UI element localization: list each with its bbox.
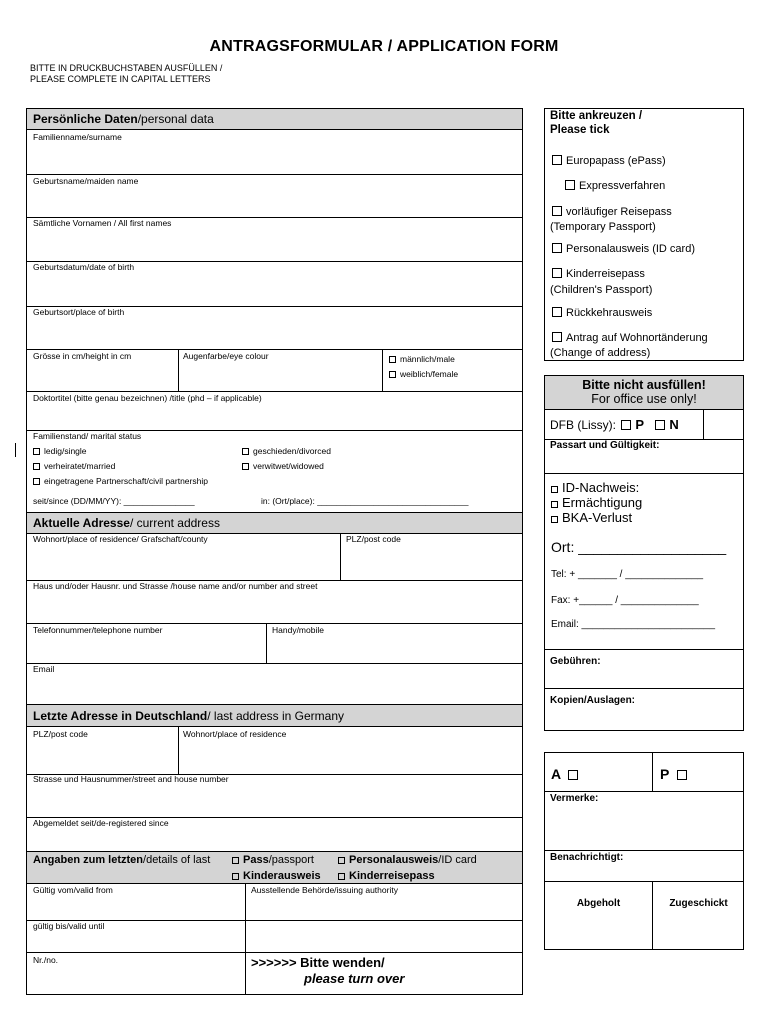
office-heading-1: Bitte nicht ausfüllen! xyxy=(582,378,706,392)
divorced-label: geschieden/divorced xyxy=(253,446,331,456)
office-ort-field[interactable]: Ort: ___________________ xyxy=(551,539,727,555)
passport-checkbox[interactable] xyxy=(232,857,239,864)
passport-label-bold: Pass xyxy=(243,854,269,866)
office-status-panel xyxy=(544,752,744,950)
child-passport-checkbox[interactable] xyxy=(552,268,562,278)
last-residence-field[interactable]: Wohnort/place of residence xyxy=(183,729,287,739)
section-personal-heading-rest: /personal data xyxy=(137,112,214,126)
kinderreisepass-checkbox[interactable] xyxy=(338,873,345,880)
change-address-checkbox[interactable] xyxy=(552,332,562,342)
documents-heading xyxy=(33,854,210,866)
female-checkbox[interactable] xyxy=(389,371,396,378)
id-card-option[interactable] xyxy=(338,854,477,866)
eye-colour-field[interactable]: Augenfarbe/eye colour xyxy=(183,351,269,361)
marital-married-option[interactable] xyxy=(33,461,115,471)
male-checkbox[interactable] xyxy=(389,356,396,363)
surname-field[interactable]: Familienname/surname xyxy=(33,132,122,142)
partnership-checkbox[interactable] xyxy=(33,478,40,485)
tick-box-panel xyxy=(544,108,744,361)
collected-label: Abgeholt xyxy=(576,898,621,909)
document-number-field[interactable]: Nr./no. xyxy=(33,955,59,965)
status-p-checkbox[interactable] xyxy=(677,770,687,780)
place-of-birth-field[interactable]: Geburtsort/place of birth xyxy=(33,307,125,317)
dfb-n-label: N xyxy=(669,417,679,432)
main-form xyxy=(26,108,523,995)
status-p-label: P xyxy=(660,766,670,782)
return-document-label: Rückkehrausweis xyxy=(566,307,653,319)
marital-single-option[interactable] xyxy=(33,446,87,456)
child-passport-option[interactable] xyxy=(552,268,645,281)
since-date-field[interactable]: seit/since (DD/MM/YY): _______________ xyxy=(33,496,195,506)
widowed-label: verwitwet/widowed xyxy=(253,461,324,471)
marital-status-label: Familienstand/ marital status xyxy=(33,431,142,441)
temporary-passport-label: vorläufiger Reisepass xyxy=(566,206,672,218)
current-address-heading-rest: / current address xyxy=(129,516,220,530)
office-tel-field[interactable]: Tel: + _______ / ______________ xyxy=(551,569,704,580)
last-address-heading-bold: Letzte Adresse in Deutschland xyxy=(33,709,208,723)
widowed-checkbox[interactable] xyxy=(242,463,249,470)
turn-over-line-2: please turn over xyxy=(304,971,405,986)
section-last-address xyxy=(27,704,522,727)
return-document-option[interactable] xyxy=(552,307,652,320)
height-field[interactable]: Grösse in cm/height in cm xyxy=(33,351,132,361)
email-field[interactable]: Email xyxy=(33,664,55,674)
temporary-passport-option[interactable] xyxy=(552,206,672,219)
passart-label: Passart und Gültigkeit: xyxy=(550,440,660,451)
last-street-field[interactable]: Strasse und Hausnummer/street and house number xyxy=(33,774,229,784)
bka-option[interactable] xyxy=(551,510,642,525)
id-nachweis-checkbox[interactable] xyxy=(551,486,558,493)
dfb-p-label: P xyxy=(635,417,645,432)
tick-heading-1: Bitte ankreuzen / xyxy=(550,110,643,122)
kinderreisepass-label: Kinderreisepass xyxy=(349,870,435,882)
dfb-label: DFB (Lissy): xyxy=(550,418,616,432)
sent-label: Zugeschickt xyxy=(669,898,728,909)
bka-checkbox[interactable] xyxy=(551,516,558,523)
id-card-tick-option[interactable] xyxy=(552,243,695,256)
gender-female-option[interactable] xyxy=(389,369,458,379)
dfb-p-checkbox[interactable] xyxy=(621,420,631,430)
id-card-tick-label: Personalausweis (ID card) xyxy=(566,243,695,255)
fees-label: Gebühren: xyxy=(550,656,601,667)
documents-heading-bold: Angaben zum letzten xyxy=(33,854,144,866)
change-address-label: Antrag auf Wohnortänderung xyxy=(566,332,708,344)
passport-label-rest: /passport xyxy=(268,854,314,866)
instruction-line-1: BITTE IN DRUCKBUCHSTABEN AUSFÜLLEN / xyxy=(30,63,223,73)
current-address-heading-bold: Aktuelle Adresse xyxy=(33,516,130,530)
notified-label: Benachrichtigt: xyxy=(550,852,624,863)
europapass-checkbox[interactable] xyxy=(552,155,562,165)
office-heading xyxy=(545,376,743,410)
status-a[interactable] xyxy=(551,766,582,782)
section-personal-heading-bold: Persönliche Daten xyxy=(33,112,138,126)
valid-from-field[interactable]: Gültig vom/valid from xyxy=(33,885,113,895)
dfb-n-checkbox[interactable] xyxy=(655,420,665,430)
text-cursor xyxy=(15,443,16,457)
issuing-authority-field[interactable]: Ausstellende Behörde/issuing authority xyxy=(251,885,398,895)
kinderreisepass-option[interactable] xyxy=(338,870,435,882)
kinderausweis-label: Kinderausweis xyxy=(243,870,321,882)
partnership-label: eingetragene Partnerschaft/civil partnership xyxy=(44,476,208,486)
status-a-label: A xyxy=(551,766,561,782)
kinderausweis-option[interactable] xyxy=(232,870,321,882)
ermaechtigung-checkbox[interactable] xyxy=(551,501,558,508)
last-address-heading-rest: / last address in Germany xyxy=(207,709,344,723)
passport-option[interactable] xyxy=(232,854,314,866)
office-heading-2: For office use only! xyxy=(591,392,697,406)
marital-divorced-option[interactable] xyxy=(242,446,331,456)
deregistered-field[interactable]: Abgemeldet seit/de-registered since xyxy=(33,818,169,828)
office-fax-field[interactable]: Fax: +______ / ______________ xyxy=(551,595,699,606)
change-address-option[interactable] xyxy=(552,332,708,345)
section-current-address xyxy=(27,512,522,534)
kinderausweis-checkbox[interactable] xyxy=(232,873,239,880)
house-street-field[interactable]: Haus und/oder Hausnr. und Strasse /house name and/or number and street xyxy=(33,581,318,591)
id-card-checkbox[interactable] xyxy=(338,857,345,864)
title-field[interactable]: Doktortitel (bitte genau bezeichnen) /title (phd – if applicable) xyxy=(33,393,262,403)
status-a-checkbox[interactable] xyxy=(568,770,578,780)
turn-over-line-1: >>>>>> Bitte wenden/ xyxy=(251,955,385,970)
ermaechtigung-option[interactable] xyxy=(551,495,642,510)
last-postcode-field[interactable]: PLZ/post code xyxy=(33,729,88,739)
documents-heading-rest: /details of last xyxy=(143,854,211,866)
married-label: verheiratet/married xyxy=(44,461,116,471)
express-label: Expressverfahren xyxy=(579,180,666,192)
id-nachweis-label: ID-Nachweis: xyxy=(562,480,640,495)
single-checkbox[interactable] xyxy=(33,448,40,455)
child-passport-label-en: (Children's Passport) xyxy=(550,284,653,296)
child-passport-label: Kinderreisepass xyxy=(566,268,645,280)
female-label: weiblich/female xyxy=(400,369,459,379)
section-personal-data xyxy=(27,109,522,130)
temporary-passport-checkbox[interactable] xyxy=(552,206,562,216)
dfb-row xyxy=(550,417,679,432)
ermaechtigung-label: Ermächtigung xyxy=(562,495,643,510)
date-of-birth-field[interactable]: Geburtsdatum/date of birth xyxy=(33,262,135,272)
gender-male-option[interactable] xyxy=(389,354,455,364)
id-card-label-bold: Personalausweis xyxy=(349,854,439,866)
office-email-field[interactable]: Email: ________________________ xyxy=(551,619,716,630)
form-title: ANTRAGSFORMULAR / APPLICATION FORM xyxy=(209,38,559,55)
married-checkbox[interactable] xyxy=(33,463,40,470)
residence-field[interactable]: Wohnort/place of residence/ Grafschaft/county xyxy=(33,534,208,544)
office-use-panel xyxy=(544,375,744,731)
male-label: männlich/male xyxy=(400,354,455,364)
office-checklist xyxy=(551,480,642,525)
id-nachweis-option[interactable] xyxy=(551,480,642,495)
instructions xyxy=(30,63,222,85)
section-last-documents xyxy=(27,851,522,884)
since-place-field[interactable]: in: (Ort/place): ________________________________ xyxy=(261,496,469,506)
first-names-field[interactable]: Sämtliche Vornamen / All first names xyxy=(33,218,172,228)
marital-partnership-option[interactable] xyxy=(33,476,208,486)
express-checkbox[interactable] xyxy=(565,180,575,190)
mobile-field[interactable]: Handy/mobile xyxy=(272,625,324,635)
europapass-option[interactable] xyxy=(552,155,666,168)
instruction-line-2: PLEASE COMPLETE IN CAPITAL LETTERS xyxy=(30,74,211,84)
id-card-tick-checkbox[interactable] xyxy=(552,243,562,253)
remarks-label: Vermerke: xyxy=(550,793,599,804)
change-address-label-en: (Change of address) xyxy=(550,347,651,359)
tick-heading-2: Please tick xyxy=(550,124,610,136)
copies-label: Kopien/Auslagen: xyxy=(550,695,636,706)
temporary-passport-label-en: (Temporary Passport) xyxy=(550,221,656,233)
bka-label: BKA-Verlust xyxy=(562,510,633,525)
maiden-name-field[interactable]: Geburtsname/maiden name xyxy=(33,176,139,186)
id-card-label-rest: /ID card xyxy=(438,854,477,866)
single-label: ledig/single xyxy=(44,446,87,456)
marital-widowed-option[interactable] xyxy=(242,461,324,471)
europapass-label: Europapass (ePass) xyxy=(566,155,666,167)
express-option[interactable] xyxy=(565,180,665,193)
return-document-checkbox[interactable] xyxy=(552,307,562,317)
valid-until-field[interactable]: gültig bis/valid until xyxy=(33,921,105,931)
postcode-field[interactable]: PLZ/post code xyxy=(346,534,401,544)
divorced-checkbox[interactable] xyxy=(242,448,249,455)
status-p[interactable] xyxy=(660,766,691,782)
telephone-field[interactable]: Telefonnummer/telephone number xyxy=(33,625,163,635)
